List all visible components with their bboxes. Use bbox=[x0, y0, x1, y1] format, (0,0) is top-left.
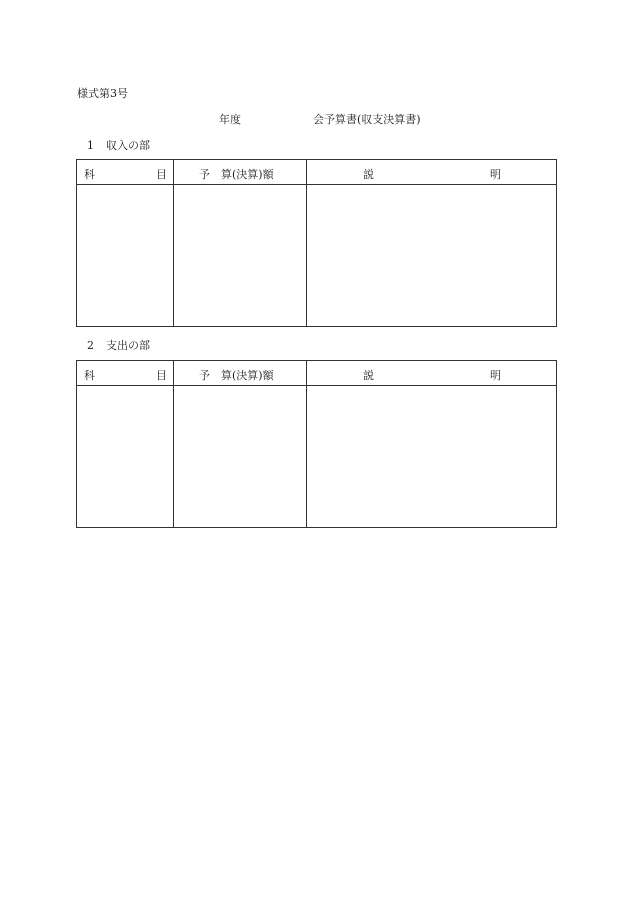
expense-amount-cell[interactable] bbox=[174, 386, 307, 528]
income-header-description-left: 説 bbox=[363, 168, 374, 181]
expense-header-subject-right: 目 bbox=[156, 369, 167, 382]
expense-subject-cell[interactable] bbox=[77, 386, 174, 528]
income-header-subject bbox=[77, 160, 174, 185]
income-subject-cell[interactable] bbox=[77, 185, 174, 327]
expense-header-description-left: 説 bbox=[363, 369, 374, 382]
income-amount-cell[interactable] bbox=[174, 185, 307, 327]
expense-header-amount bbox=[174, 361, 307, 386]
expense-table bbox=[76, 360, 557, 528]
expense-header-amount-label: 予 算(決算)額 bbox=[199, 369, 274, 382]
income-table-header-row bbox=[77, 160, 557, 185]
expense-section-label: 支出の部 bbox=[106, 339, 150, 352]
income-header-amount bbox=[174, 160, 307, 185]
expense-table-body-row bbox=[77, 386, 557, 528]
document-title bbox=[0, 111, 630, 127]
income-section-heading bbox=[87, 137, 150, 153]
income-header-amount-label: 予 算(決算)額 bbox=[199, 168, 274, 181]
expense-header-subject-left: 科 bbox=[84, 369, 95, 382]
income-header-description-right: 明 bbox=[490, 168, 501, 181]
title-year-label: 年度 bbox=[219, 113, 241, 126]
income-header-subject-right: 目 bbox=[156, 168, 167, 181]
expense-section-number: 2 bbox=[87, 339, 94, 352]
expense-header-description bbox=[307, 361, 557, 386]
income-header-subject-left: 科 bbox=[84, 168, 95, 181]
income-table bbox=[76, 159, 557, 327]
expense-description-cell[interactable] bbox=[307, 386, 557, 528]
expense-table-header-row bbox=[77, 361, 557, 386]
title-main-label: 会予算書(収支決算書) bbox=[313, 113, 421, 126]
income-table-body-row bbox=[77, 185, 557, 327]
income-section-number: 1 bbox=[87, 139, 94, 152]
expense-header-subject bbox=[77, 361, 174, 386]
expense-section-heading bbox=[87, 337, 150, 353]
income-description-cell[interactable] bbox=[307, 185, 557, 327]
expense-header-description-right: 明 bbox=[490, 369, 501, 382]
form-number: 様式第3号 bbox=[77, 87, 128, 100]
income-section-label: 収入の部 bbox=[106, 139, 150, 152]
income-header-description bbox=[307, 160, 557, 185]
